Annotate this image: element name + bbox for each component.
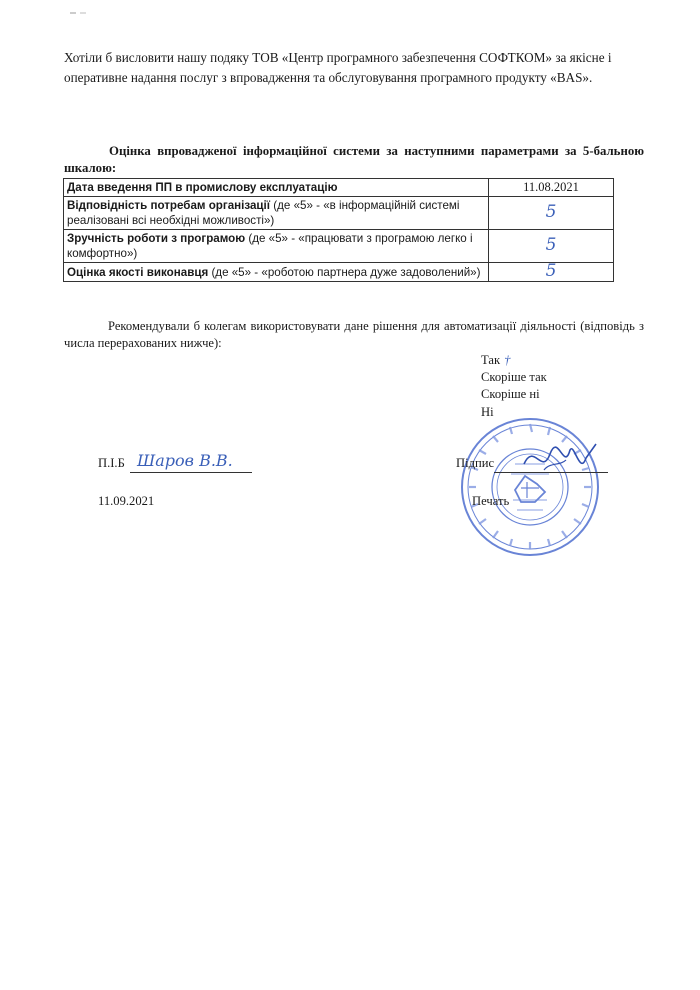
handwritten-mark: † [504, 353, 511, 367]
official-seal [455, 412, 605, 562]
option-rather-no: Скоріше ні [481, 387, 540, 402]
criterion-note: (де «5» - «роботою партнера дуже задоволений») [208, 265, 481, 279]
option-no: Ні [481, 404, 494, 419]
gratitude-paragraph: Хотіли б висловити нашу подяку ТОВ «Центр програмного забезпечення СОФТКОМ» за якісне і оперативне надання послуг з впровадження та обслуговування програмного продукту «BAS». [64, 50, 612, 85]
handwritten-score: 5 [545, 235, 557, 255]
criterion-value: 11.08.2021 [523, 180, 579, 194]
criterion-label: Відповідність потребам організації [67, 199, 271, 212]
handwritten-score: 5 [545, 261, 557, 281]
name-underline [130, 472, 252, 473]
svg-text:Шаров В.В.: Шаров В.В. [137, 451, 233, 470]
full-name-label: П.І.Б [98, 456, 125, 470]
recommendation-paragraph: Рекомендували б колегам використовувати дане рішення для автоматизації діяльності (відповідь з числа перерахованих нижче): [64, 319, 644, 350]
table-value-cell [489, 230, 614, 263]
table-row [64, 197, 614, 230]
table-label-cell [64, 230, 489, 263]
signature-scribble [520, 436, 600, 481]
option-rather-yes: Скоріше так [481, 370, 547, 385]
table-label-cell [64, 179, 489, 197]
table-value-cell [489, 179, 614, 197]
table-value-cell [489, 263, 614, 282]
table-row [64, 230, 614, 263]
table-label-cell [64, 197, 489, 230]
handwritten-score: 5 [545, 202, 557, 222]
table-row [64, 263, 614, 282]
table-value-cell [489, 197, 614, 230]
signing-date: 11.09.2021 [98, 494, 155, 508]
table-row [64, 179, 614, 197]
seal-label: Печать [472, 494, 510, 508]
criterion-note: (де «5» - «працювати з програмою легко і комфортно») [67, 232, 473, 260]
rating-heading: Оцінка впровадженої інформаційної системи за наступними параметрами за 5-бальною шкалою: [64, 144, 644, 175]
answer-options [481, 352, 547, 421]
criterion-note: (де «5» - «в інформаційній системі реалізовані всі необхідні можливості») [67, 199, 460, 227]
handwritten-name [135, 446, 245, 474]
criterion-label: Оцінка якості виконавця [67, 265, 209, 279]
criterion-label: Дата введення ПП в промислову експлуатацію [67, 181, 338, 194]
signature-underline [494, 472, 608, 473]
table-label-cell [64, 263, 489, 282]
rating-table [63, 178, 614, 282]
scan-artifact [70, 10, 88, 16]
option-yes: Так † [481, 353, 511, 367]
signature-label: Підпис [456, 456, 495, 470]
criterion-label: Зручність роботи з програмою [67, 232, 246, 245]
